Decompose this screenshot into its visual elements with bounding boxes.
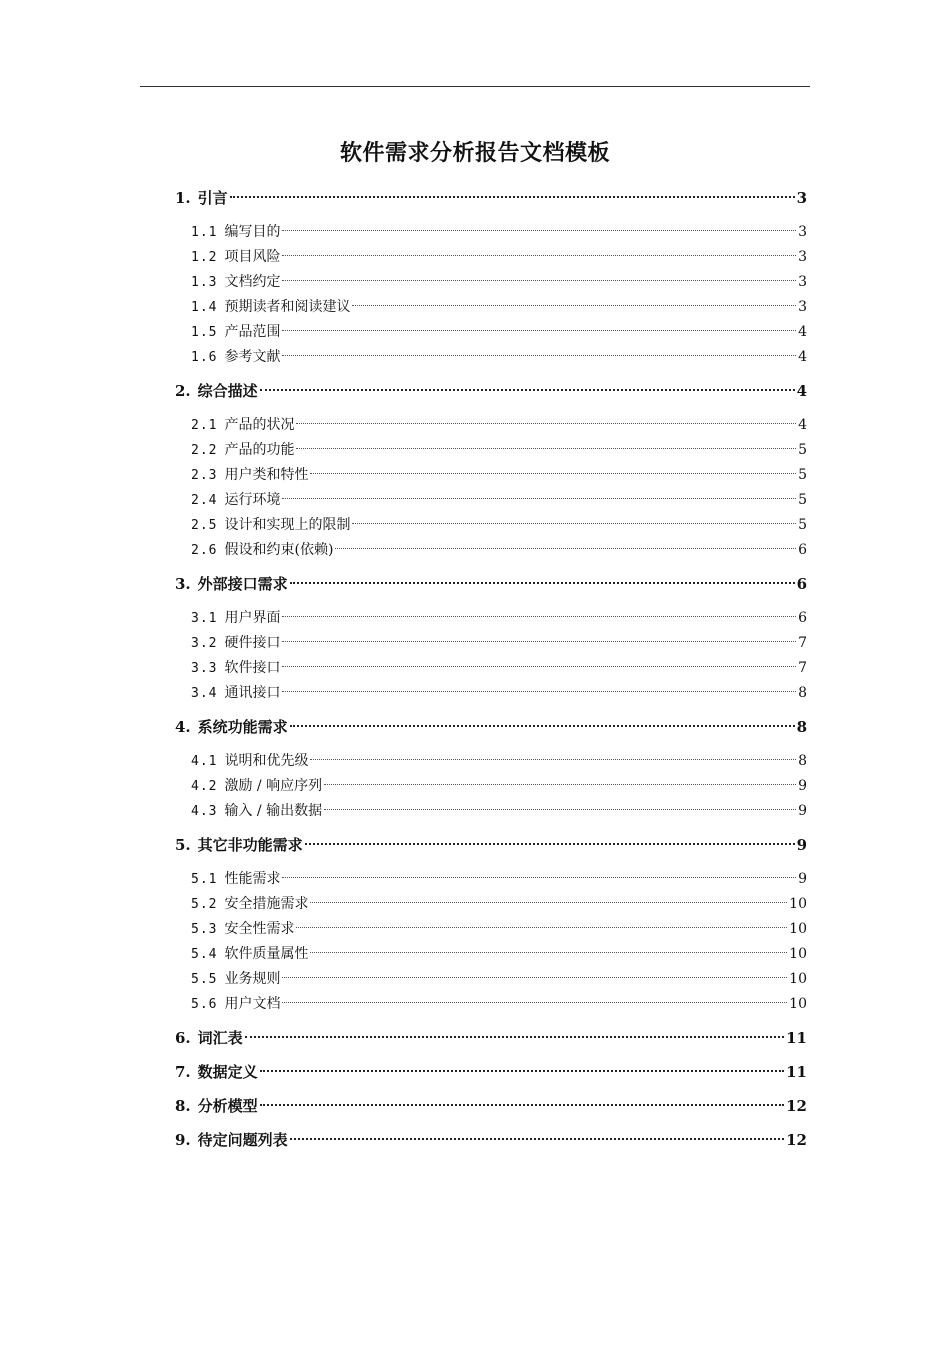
toc-section-entry[interactable] <box>175 413 807 438</box>
toc-section-entry[interactable] <box>175 942 807 967</box>
toc-entry-number: 5.6 <box>191 997 218 1012</box>
toc-dot-leader <box>282 330 796 331</box>
toc-entry-number: 1. <box>175 189 191 207</box>
toc-section-entry[interactable] <box>175 631 807 656</box>
toc-entry-number: 1.4 <box>191 300 218 315</box>
toc-page-number: 3 <box>798 274 807 290</box>
toc-section-entry[interactable] <box>175 606 807 631</box>
header-rule <box>140 86 810 87</box>
toc-entry-title: 词汇表 <box>197 1029 243 1047</box>
toc-entry-title: 外部接口需求 <box>197 575 288 593</box>
toc-page-number: 6 <box>798 610 807 626</box>
toc-entry-number: 5.1 <box>191 872 218 887</box>
toc-entry-title: 硬件接口 <box>224 635 281 651</box>
toc-dot-leader <box>296 927 787 928</box>
toc-page-number: 12 <box>786 1131 807 1149</box>
toc-entry-title: 引言 <box>197 189 228 207</box>
toc-dot-leader <box>305 843 795 845</box>
toc-section-entry[interactable] <box>175 220 807 245</box>
toc-page-number: 3 <box>798 299 807 315</box>
toc-page-number: 10 <box>789 946 807 962</box>
toc-section-entry[interactable] <box>175 538 807 563</box>
toc-entry-title: 项目风险 <box>224 249 281 265</box>
toc-chapter-entry[interactable] <box>175 379 807 404</box>
toc-section-entry[interactable] <box>175 774 807 799</box>
toc-page-number: 9 <box>798 778 807 794</box>
toc-page-number: 7 <box>798 660 807 676</box>
toc-entry-title: 运行环境 <box>224 492 281 508</box>
toc-entry-number: 4.2 <box>191 779 218 794</box>
toc-entry-number: 3.4 <box>191 686 218 701</box>
toc-dot-leader <box>282 691 796 692</box>
document-title: 软件需求分析报告文档模板 <box>339 140 610 166</box>
toc-entry-title: 产品范围 <box>224 324 281 340</box>
toc-entry-title: 用户文档 <box>224 996 281 1012</box>
toc-entry-number: 5.3 <box>191 922 218 937</box>
toc-section-entry[interactable] <box>175 867 807 892</box>
toc-section-entry[interactable] <box>175 681 807 706</box>
toc-entry-number: 5.5 <box>191 972 218 987</box>
toc-entry-number: 2.1 <box>191 418 218 433</box>
toc-entry-number: 9. <box>175 1131 191 1149</box>
toc-entry-title: 安全性需求 <box>224 921 295 937</box>
toc-dot-leader <box>290 582 795 584</box>
toc-page-number: 3 <box>798 224 807 240</box>
toc-page-number: 4 <box>798 349 807 365</box>
toc-entry-title: 业务规则 <box>224 971 281 987</box>
toc-page-number: 8 <box>798 753 807 769</box>
toc-entry-number: 2.4 <box>191 493 218 508</box>
toc-page-number: 8 <box>798 685 807 701</box>
toc-section-entry[interactable] <box>175 345 807 370</box>
toc-dot-leader <box>245 1036 784 1038</box>
toc-page-number: 4 <box>798 417 807 433</box>
toc-section-entry[interactable] <box>175 967 807 992</box>
toc-dot-leader <box>352 523 796 524</box>
toc-entry-title: 用户界面 <box>224 610 281 626</box>
toc-chapter-entry[interactable] <box>175 1060 807 1085</box>
toc-entry-number: 3.1 <box>191 611 218 626</box>
toc-entry-title: 待定问题列表 <box>197 1131 288 1149</box>
toc-page-number: 3 <box>796 189 807 207</box>
toc-dot-leader <box>324 784 796 785</box>
toc-page-number: 5 <box>798 442 807 458</box>
toc-dot-leader <box>282 641 796 642</box>
toc-entry-number: 5.4 <box>191 947 218 962</box>
toc-section-entry[interactable] <box>175 992 807 1017</box>
toc-entry-number: 1.2 <box>191 250 218 265</box>
toc-page-number: 10 <box>789 921 807 937</box>
toc-entry-title: 通讯接口 <box>224 685 281 701</box>
toc-entry-title: 软件质量属性 <box>224 946 309 962</box>
table-of-contents <box>175 186 807 1153</box>
toc-page-number: 11 <box>786 1063 807 1081</box>
toc-entry-number: 1.6 <box>191 350 218 365</box>
toc-page-number: 10 <box>789 896 807 912</box>
toc-entry-number: 8. <box>175 1097 191 1115</box>
toc-dot-leader <box>282 280 796 281</box>
toc-page-number: 8 <box>796 718 807 736</box>
toc-dot-leader <box>352 305 796 306</box>
toc-section-entry[interactable] <box>175 270 807 295</box>
toc-dot-leader <box>310 759 796 760</box>
toc-dot-leader <box>260 389 795 391</box>
toc-entry-title: 编写目的 <box>224 224 281 240</box>
toc-section-entry[interactable] <box>175 656 807 681</box>
toc-page-number: 10 <box>789 996 807 1012</box>
toc-section-entry[interactable] <box>175 892 807 917</box>
toc-page-number: 12 <box>786 1097 807 1115</box>
toc-entry-title: 系统功能需求 <box>197 718 288 736</box>
toc-section-entry[interactable] <box>175 917 807 942</box>
toc-page-number: 11 <box>786 1029 807 1047</box>
toc-dot-leader <box>282 616 796 617</box>
toc-dot-leader <box>310 902 787 903</box>
toc-section-entry[interactable] <box>175 488 807 513</box>
toc-page-number: 5 <box>798 517 807 533</box>
toc-dot-leader <box>260 1070 784 1072</box>
toc-entry-number: 4.1 <box>191 754 218 769</box>
toc-dot-leader <box>282 666 796 667</box>
toc-dot-leader <box>290 1138 784 1140</box>
toc-entry-number: 6. <box>175 1029 191 1047</box>
toc-dot-leader <box>282 977 787 978</box>
toc-page-number: 4 <box>798 324 807 340</box>
toc-entry-number: 1.5 <box>191 325 218 340</box>
toc-page-number: 4 <box>796 382 807 400</box>
toc-section-entry[interactable] <box>175 749 807 774</box>
toc-dot-leader <box>296 423 796 424</box>
toc-page-number: 7 <box>798 635 807 651</box>
toc-entry-number: 4.3 <box>191 804 218 819</box>
toc-page-number: 10 <box>789 971 807 987</box>
toc-entry-title: 假设和约束(依赖) <box>224 542 334 558</box>
toc-section-entry[interactable] <box>175 438 807 463</box>
toc-entry-title: 参考文献 <box>224 349 281 365</box>
toc-page-number: 5 <box>798 467 807 483</box>
toc-page-number: 5 <box>798 492 807 508</box>
toc-chapter-entry[interactable] <box>175 833 807 858</box>
toc-entry-number: 3.3 <box>191 661 218 676</box>
toc-chapter-entry[interactable] <box>175 1128 807 1153</box>
toc-entry-title: 综合描述 <box>197 382 258 400</box>
toc-dot-leader <box>282 877 796 878</box>
toc-section-entry[interactable] <box>175 799 807 824</box>
toc-section-entry[interactable] <box>175 245 807 270</box>
toc-entry-title: 产品的功能 <box>224 442 295 458</box>
toc-entry-title: 说明和优先级 <box>224 753 309 769</box>
toc-dot-leader <box>282 230 796 231</box>
toc-entry-number: 4. <box>175 718 191 736</box>
toc-entry-number: 2.6 <box>191 543 218 558</box>
toc-entry-title: 用户类和特性 <box>224 467 309 483</box>
toc-chapter-entry[interactable] <box>175 715 807 740</box>
toc-entry-title: 分析模型 <box>197 1097 258 1115</box>
toc-page-number: 6 <box>798 542 807 558</box>
toc-dot-leader <box>260 1104 784 1106</box>
toc-page-number: 9 <box>798 871 807 887</box>
toc-dot-leader <box>324 809 796 810</box>
toc-dot-leader <box>230 196 795 198</box>
toc-entry-number: 3.2 <box>191 636 218 651</box>
toc-entry-title: 预期读者和阅读建议 <box>224 299 351 315</box>
toc-section-entry[interactable] <box>175 513 807 538</box>
toc-dot-leader <box>282 255 796 256</box>
toc-entry-number: 3. <box>175 575 191 593</box>
toc-dot-leader <box>282 355 796 356</box>
toc-page-number: 9 <box>796 836 807 854</box>
toc-section-entry[interactable] <box>175 463 807 488</box>
toc-entry-number: 2. <box>175 382 191 400</box>
toc-chapter-entry[interactable] <box>175 1094 807 1119</box>
toc-entry-title: 其它非功能需求 <box>197 836 303 854</box>
toc-entry-title: 文档约定 <box>224 274 281 290</box>
toc-entry-title: 安全措施需求 <box>224 896 309 912</box>
toc-entry-number: 1.1 <box>191 225 218 240</box>
toc-dot-leader <box>310 952 787 953</box>
toc-section-entry[interactable] <box>175 320 807 345</box>
toc-dot-leader <box>290 725 795 727</box>
toc-dot-leader <box>335 548 796 549</box>
toc-entry-title: 输入 / 输出数据 <box>224 803 323 819</box>
toc-section-entry[interactable] <box>175 295 807 320</box>
toc-entry-title: 激励 / 响应序列 <box>224 778 323 794</box>
toc-chapter-entry[interactable] <box>175 186 807 211</box>
toc-entry-number: 2.2 <box>191 443 218 458</box>
toc-entry-number: 5. <box>175 836 191 854</box>
toc-page-number: 3 <box>798 249 807 265</box>
toc-page-number: 6 <box>796 575 807 593</box>
toc-chapter-entry[interactable] <box>175 572 807 597</box>
toc-page-number: 9 <box>798 803 807 819</box>
toc-entry-number: 5.2 <box>191 897 218 912</box>
toc-entry-title: 数据定义 <box>197 1063 258 1081</box>
toc-dot-leader <box>282 1002 787 1003</box>
toc-entry-number: 1.3 <box>191 275 218 290</box>
toc-dot-leader <box>310 473 796 474</box>
toc-entry-number: 2.3 <box>191 468 218 483</box>
toc-entry-title: 性能需求 <box>224 871 281 887</box>
toc-chapter-entry[interactable] <box>175 1026 807 1051</box>
toc-entry-title: 设计和实现上的限制 <box>224 517 351 533</box>
toc-dot-leader <box>296 448 796 449</box>
toc-entry-title: 产品的状况 <box>224 417 295 433</box>
toc-entry-number: 2.5 <box>191 518 218 533</box>
toc-entry-number: 7. <box>175 1063 191 1081</box>
toc-dot-leader <box>282 498 796 499</box>
toc-entry-title: 软件接口 <box>224 660 281 676</box>
